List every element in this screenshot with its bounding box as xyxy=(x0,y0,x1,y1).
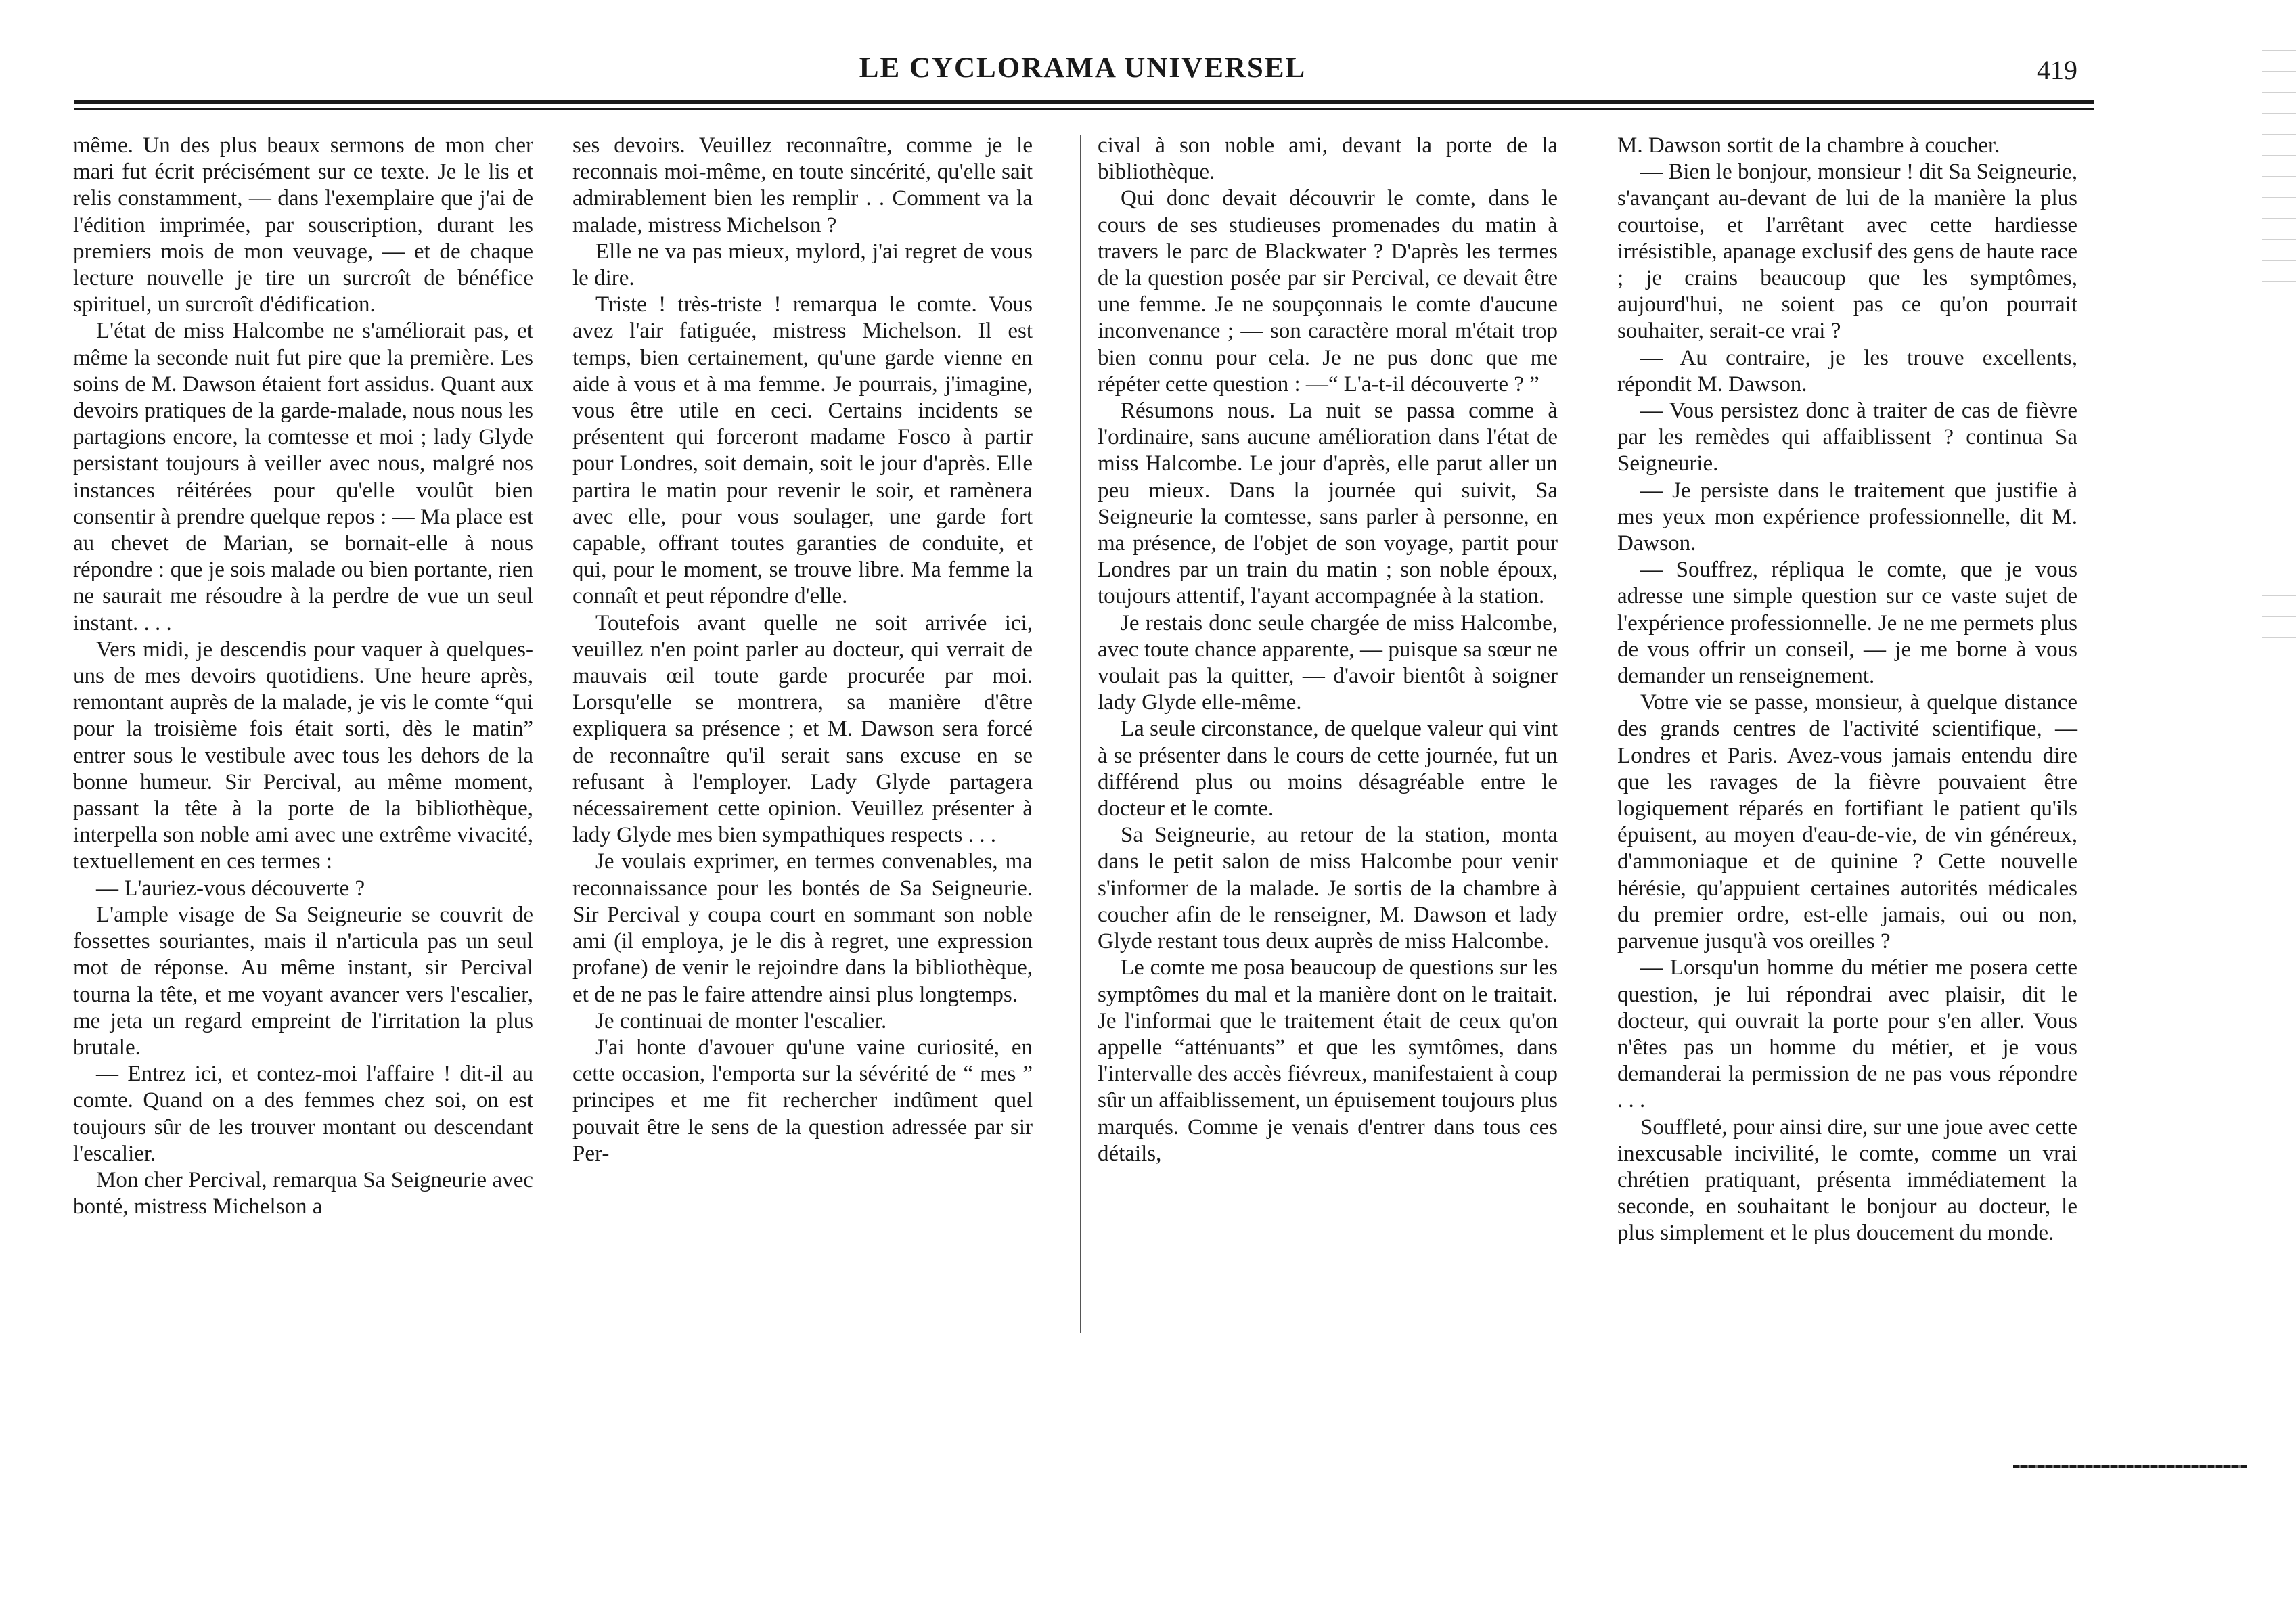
running-title: LE CYCLORAMA UNIVERSEL xyxy=(859,52,1307,84)
text-column-3 xyxy=(1098,133,1558,1167)
paragraph: Votre vie se passe, monsieur, à quelque distance des grands centres de l'activité scientifique, — Londres et Paris. Avez-vous jamais entendu dire que les ravages de la fièvre pouvaient être logiquement réparés en fortifiant le patient qu'ils épuisent, au moyen d'eau-de-vie, de vin généreux, d'ammoniaque et de quinine ? Cette nouvelle hérésie, qu'appuient certaines autorités médicales du premier ordre, est-elle jamais, oui ou non, parvenue jusqu'à vos oreilles ? xyxy=(1617,690,2077,954)
paragraph: — Vous persistez donc à traiter de cas de fièvre par les remèdes qui affaiblissent ? continua Sa Seigneurie. xyxy=(1617,399,2077,476)
text-column-1 xyxy=(73,133,533,1220)
text-column-4 xyxy=(1617,133,2077,1247)
paragraph: — Souffrez, répliqua le comte, que je vous adresse une simple question sur ce vaste sujet de l'expérience professionnelle. Je ne me permets plus de vous offrir un conseil, — je me borne à vous demander un renseignement. xyxy=(1617,558,2077,689)
paragraph: Le comte me posa beaucoup de questions sur les symptômes du mal et la manière dont on le traitait. Je l'informai que le traitement était de ceux qu'on appelle “atténuants” et que les symtômes, dans l'intervalle des accès fiévreux, manifestaient à coup sûr un affaiblissement, un épuisement toujours plus marqués. Comme je venais d'entrer dans tous ces détails, xyxy=(1098,955,1558,1166)
paragraph: — L'auriez-vous découverte ? xyxy=(96,876,365,901)
paragraph: Triste ! très-triste ! remarqua le comte. Vous avez l'air fatiguée, mistress Michelson. Il est temps, bien certainement, qu'une garde vienne en aide à vous et à ma femme. Je pourrais, j'imagine, vous être utile en ceci. Certains incidents se présentent qui forceront madame Fosco à partir pour Londres, soit demain, soit le jour d'après. Elle partira le matin pour revenir le soir, et ramènera avec elle, pour vous soulager, une garde fort capable, offrant toutes garanties de conduite, et qui, pour le moment, se trouve libre. Ma femme la connaît et peut répondre d'elle. xyxy=(572,292,1033,609)
header-rule-thick xyxy=(74,100,2094,104)
paragraph: Je restais donc seule chargée de miss Halcombe, avec toute chance apparente, — puisque sa sœur ne voulait pas la quitter, — d'avoir bientôt à soigner lady Glyde elle-même. xyxy=(1098,610,1558,715)
paragraph: M. Dawson sortit de la chambre à coucher. xyxy=(1617,133,2000,158)
paragraph: ses devoirs. Veuillez reconnaître, comme je le reconnais moi-même, en toute sincérité, qu'elle sait admirablement bien les remplir . . Comment va la malade, mistress Michelson ? xyxy=(572,133,1033,238)
paragraph: Toutefois avant quelle ne soit arrivée ici, veuillez n'en point parler au docteur, qui verrait de mauvais œil toute garde procurée par moi. Lorsqu'elle se montrera, sa manière d'être expliquera sa présence ; et M. Dawson sera forcé de reconnaître qu'il serait sans excuse en se refusant à l'employer. Lady Glyde partagera nécessairement cette opinion. Veuillez présenter à lady Glyde mes bien sympathiques respects . . . xyxy=(572,610,1033,848)
paragraph: — Bien le bonjour, monsieur ! dit Sa Seigneurie, s'avançant au-devant de lui de la manière la plus courtoise, et l'arrêtant avec cette hardiesse irrésistible, apanage exclusif des gens de haute race ; je crains beaucoup que les symptômes, aujourd'hui, ne soient pas ce qu'on pourrait souhaiter, serait-ce vrai ? xyxy=(1617,160,2077,344)
paragraph: — Je persiste dans le traitement que justifie à mes yeux mon expérience professionnelle, dit M. Dawson. xyxy=(1617,478,2077,556)
chapter-end-rule xyxy=(2013,1465,2247,1468)
paragraph: — Au contraire, je les trouve excellents, répondit M. Dawson. xyxy=(1617,345,2077,397)
paragraph: Vers midi, je descendis pour vaquer à quelques-uns de mes devoirs quotidiens. Une heure après, remontant auprès de la malade, je vis le comte “qui pour la troisième fois était sorti, dès le matin” entrer sous le vestibule avec tous les dehors de la bonne humeur. Sir Percival, au même moment, passant la tête à la porte de la bibliothèque, interpella son noble ami avec une extrême vivacité, textuellement en ces termes : xyxy=(73,637,533,874)
paragraph: La seule circonstance, de quelque valeur qui vint à se présenter dans le cours de cette journée, fut un différend plus ou moins désagréable entre le docteur et le comte. xyxy=(1098,717,1558,822)
paragraph: Mon cher Percival, remarqua Sa Seigneurie avec bonté, mistress Michelson a xyxy=(73,1167,533,1219)
page-header xyxy=(68,42,2098,96)
paragraph: L'état de miss Halcombe ne s'améliorait pas, et même la seconde nuit fut pire que la première. Les soins de M. Dawson étaient fort assidus. Quant aux devoirs pratiques de la garde-malade, nous nous les partagions encore, la comtesse et moi ; lady Glyde persistant toujours à veiller avec nous, malgré nos instances réitérées pour qu'elle voulût bien consentir à prendre quelque repos : — Ma place est au chevet de Marian, se bornait-elle à nous répondre : que je sois malade ou bien portante, rien ne saurait me résoudre à la perdre de vue un seul instant. . . . xyxy=(73,319,533,635)
paragraph: Je continuai de monter l'escalier. xyxy=(595,1008,887,1033)
text-column-2 xyxy=(572,133,1033,1167)
paragraph: Souffleté, pour ainsi dire, sur une joue avec cette inexcusable incivilité, le comte, comme un vrai chrétien pratiquant, présenta immédiatement la seconde, en souhaitant le bonjour au docteur, le plus simplement et le plus doucement du monde. xyxy=(1617,1115,2077,1246)
paragraph: L'ample visage de Sa Seigneurie se couvrit de fossettes souriantes, mais il n'articula pas un seul mot de réponse. Au même instant, sir Percival tourna la tête, et me voyant avancer vers l'escalier, me jeta un regard empreint de l'irritation la plus brutale. xyxy=(73,902,533,1060)
header-rule-thin xyxy=(74,108,2094,110)
paragraph: — Lorsqu'un homme du métier me posera cette question, je lui répondrai avec plaisir, dit le docteur, qui ouvrait la porte pour s'en aller. Vous n'êtes pas un homme du métier, et je vous demanderai la permission de ne pas vous répondre . . . xyxy=(1617,955,2077,1113)
paragraph: même. Un des plus beaux sermons de mon cher mari fut écrit précisément sur ce texte. Je le lis et relis constamment, — dans l'exemplaire que j'ai de l'édition imprimée, par souscription, durant les premiers mois de mon veuvage, — et de chaque lecture nouvelle je tire un surcroît de bénéfice spirituel, un surcroît d'édification. xyxy=(73,133,533,317)
paragraph: Sa Seigneurie, au retour de la station, monta dans le petit salon de miss Halcombe pour venir s'informer de la malade. Je sortis de la chambre à coucher afin de le renseigner, M. Dawson et lady Glyde restant tous deux auprès de miss Halcombe. xyxy=(1098,823,1558,954)
paragraph: Elle ne va pas mieux, mylord, j'ai regret de vous le dire. xyxy=(572,239,1033,291)
page-number: 419 xyxy=(2037,55,2077,85)
paragraph: Résumons nous. La nuit se passa comme à l'ordinaire, sans aucune amélioration dans l'état de miss Halcombe. Le jour d'après, elle parut aller un peu mieux. Dans la journée qui suivit, Sa Seigneurie la comtesse, sans parler à personne, en ma présence, de l'objet de son voyage, partit pour Londres par un train du matin ; son noble époux, toujours attentif, l'ayant accompagnée à la station. xyxy=(1098,399,1558,609)
paragraph: Qui donc devait découvrir le comte, dans le cours de ses studieuses promenades du matin à travers le parc de Blackwater ? D'après les termes de la question posée par sir Percival, ce devait être une femme. Je ne soupçonnais le comte d'aucune inconvenance ; — son caractère moral m'était trop bien connu pour cela. Je ne pus donc que me répéter cette question : —“ L'a-t-il découverte ? ” xyxy=(1098,186,1558,397)
paragraph: Je voulais exprimer, en termes convenables, ma reconnaissance pour les bontés de Sa Seigneurie. Sir Percival y coupa court en sommant son noble ami (il employa, je le dis à regret, une expression profane) de venir le rejoindre dans la bibliothèque, et de ne pas le faire attendre ainsi plus longtemps. xyxy=(572,849,1033,1007)
column-divider xyxy=(1080,135,1081,1333)
paragraph: J'ai honte d'avouer qu'une vaine curiosité, en cette occasion, l'emporta sur la sévérité de “ mes ” principes et me fit rechercher indûment quel pouvait être le sens de la question adressée par sir Per- xyxy=(572,1035,1033,1166)
paragraph: cival à son noble ami, devant la porte de la bibliothèque. xyxy=(1098,133,1558,185)
page-edge-bleed xyxy=(2262,41,2296,650)
paragraph: — Entrez ici, et contez-moi l'affaire ! dit-il au comte. Quand on a des femmes chez soi, on est toujours sûr de les trouver montant ou descendant l'escalier. xyxy=(73,1062,533,1166)
